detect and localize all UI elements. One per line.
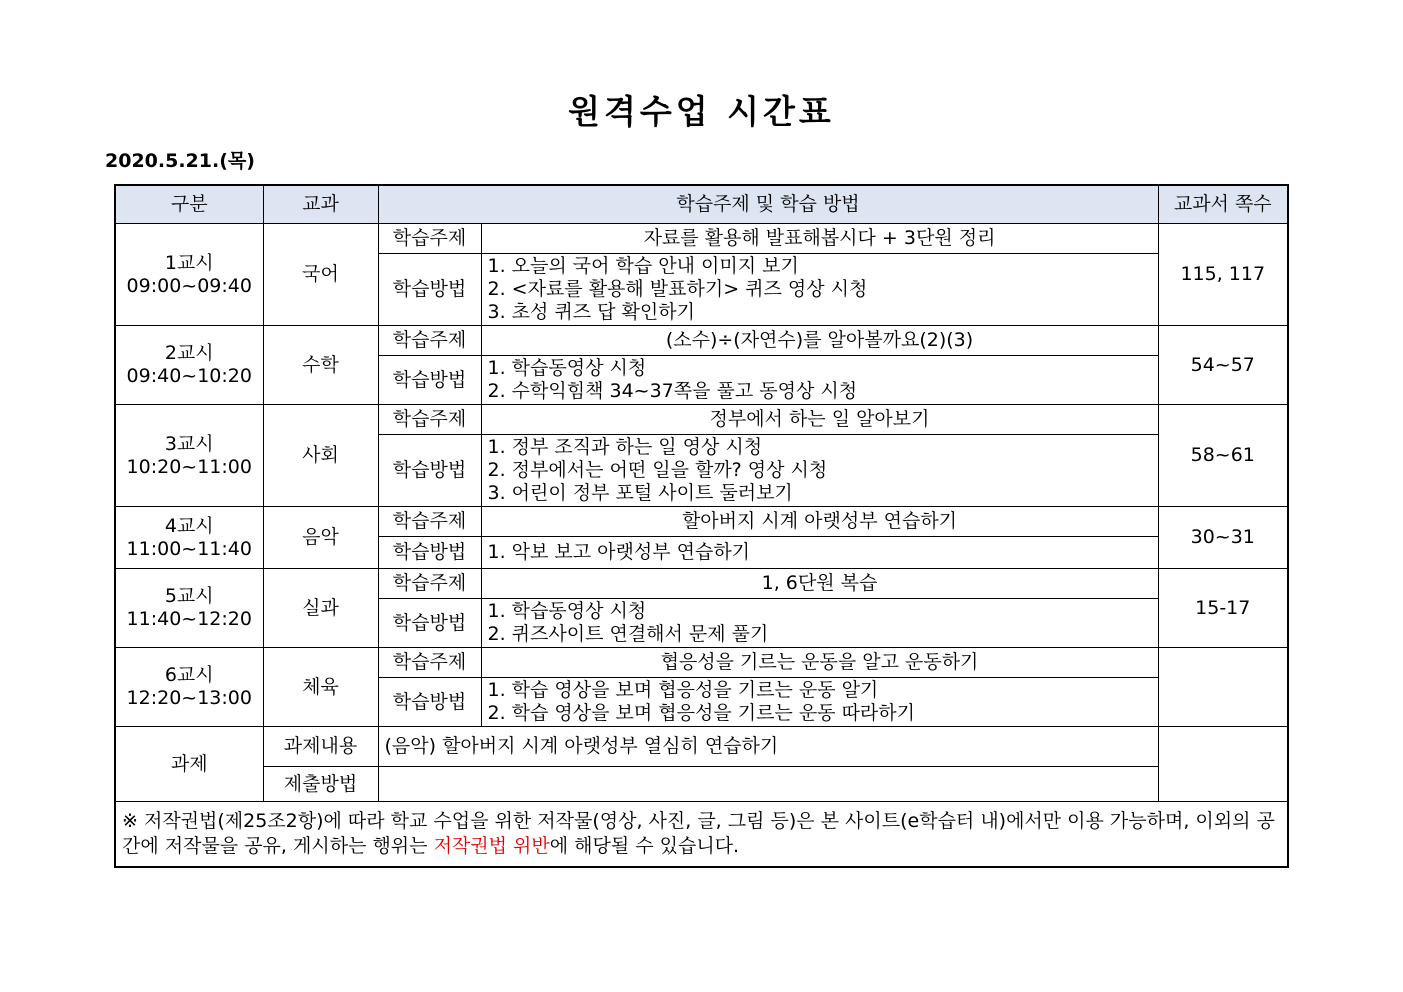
period-label: 6교시 <box>164 664 214 686</box>
period-3-topic-row <box>115 405 1288 435</box>
method-item: 2. 정부에서는 어떤 일을 할까? 영상 시청 <box>487 459 828 481</box>
topic-text: 협응성을 기르는 운동을 알고 운동하기 <box>481 648 1158 678</box>
method-item: 2. <자료를 활용해 발표하기> 퀴즈 영상 시청 <box>487 278 868 300</box>
topic-label: 학습주제 <box>378 648 481 678</box>
pages-cell: 54~57 <box>1158 326 1288 405</box>
subject-cell: 실과 <box>263 569 378 648</box>
method-list <box>481 254 1158 326</box>
header-pages: 교과서 쪽수 <box>1158 185 1288 224</box>
period-2-cell <box>115 326 263 405</box>
topic-label: 학습주제 <box>378 569 481 599</box>
method-list <box>481 678 1158 727</box>
period-1-cell <box>115 224 263 326</box>
homework-pages-cell <box>1158 727 1288 802</box>
homework-submit <box>378 767 1158 802</box>
subject-cell: 사회 <box>263 405 378 507</box>
date-label: 2020.5.21.(목) <box>105 150 255 172</box>
page-title: 원격수업 시간표 <box>568 92 835 131</box>
method-label: 학습방법 <box>378 537 481 569</box>
period-4-topic-row <box>115 507 1288 537</box>
period-label: 3교시 <box>164 432 214 455</box>
period-label: 2교시 <box>164 342 214 364</box>
notice-text: ※ 저작권법(제25조2항)에 따라 학교 수업을 위한 저작물(영상, 사진, 글, 그림 등)은 본 사이트(e학습터 내)에서만 이용 가능하며, 이외의 공간에 저작물을 공유, 게시하는 행위는 <box>122 810 1275 857</box>
method-item: 1. 악보 보고 아랫성부 연습하기 <box>487 541 751 563</box>
period-time: 12:20~13:00 <box>126 687 252 709</box>
method-label: 학습방법 <box>378 435 481 507</box>
notice-text-end: 에 해당될 수 있습니다. <box>549 835 740 857</box>
period-time: 11:40~12:20 <box>126 608 252 630</box>
homework-content-row <box>115 727 1288 767</box>
topic-label: 학습주제 <box>378 507 481 537</box>
topic-label: 학습주제 <box>378 405 481 435</box>
period-5-cell <box>115 569 263 648</box>
period-5-topic-row <box>115 569 1288 599</box>
method-item: 2. 수학익힘책 34~37쪽을 풀고 동영상 시청 <box>487 380 858 402</box>
method-list <box>481 356 1158 405</box>
method-item: 3. 초성 퀴즈 답 확인하기 <box>487 301 695 323</box>
header-period: 구분 <box>115 185 263 224</box>
homework-submit-label: 제출방법 <box>263 767 378 802</box>
subject-cell: 국어 <box>263 224 378 326</box>
method-item: 1. 오늘의 국어 학습 안내 이미지 보기 <box>487 255 799 277</box>
homework-content: (음악) 할아버지 시계 아랫성부 열심히 연습하기 <box>378 727 1158 767</box>
copyright-notice <box>115 802 1288 868</box>
period-time: 09:00~09:40 <box>126 274 252 297</box>
header-content: 학습주제 및 학습 방법 <box>378 185 1158 224</box>
method-label: 학습방법 <box>378 678 481 727</box>
topic-label: 학습주제 <box>378 326 481 356</box>
pages-cell <box>1158 648 1288 727</box>
topic-label: 학습주제 <box>378 224 481 254</box>
method-item: 1. 학습동영상 시청 <box>487 600 647 622</box>
period-label: 1교시 <box>164 251 214 274</box>
method-item: 3. 어린이 정부 포털 사이트 둘러보기 <box>487 482 793 504</box>
homework-content-label: 과제내용 <box>263 727 378 767</box>
topic-text: 정부에서 하는 일 알아보기 <box>481 405 1158 435</box>
period-time: 09:40~10:20 <box>126 365 252 387</box>
period-2-topic-row <box>115 326 1288 356</box>
subject-cell: 음악 <box>263 507 378 569</box>
method-item: 2. 퀴즈사이트 연결해서 문제 풀기 <box>487 623 769 645</box>
pages-cell: 115, 117 <box>1158 224 1288 326</box>
period-6-topic-row <box>115 648 1288 678</box>
topic-text: (소수)÷(자연수)를 알아볼까요(2)(3) <box>481 326 1158 356</box>
period-time: 11:00~11:40 <box>126 537 252 560</box>
method-list <box>481 435 1158 507</box>
period-3-cell <box>115 405 263 507</box>
header-row <box>115 185 1288 224</box>
header-subject: 교과 <box>263 185 378 224</box>
notice-highlight: 저작권법 위반 <box>433 835 550 857</box>
topic-text: 자료를 활용해 발표해봅시다 + 3단원 정리 <box>481 224 1158 254</box>
period-1-topic-row <box>115 224 1288 254</box>
method-label: 학습방법 <box>378 356 481 405</box>
topic-text: 할아버지 시계 아랫성부 연습하기 <box>481 507 1158 537</box>
period-6-cell <box>115 648 263 727</box>
method-item: 2. 학습 영상을 보며 협응성을 기르는 운동 따라하기 <box>487 702 915 724</box>
period-4-cell <box>115 507 263 569</box>
method-list <box>481 537 1158 569</box>
topic-text: 1, 6단원 복습 <box>481 569 1158 599</box>
period-label: 5교시 <box>164 585 214 607</box>
pages-cell: 58~61 <box>1158 405 1288 507</box>
method-item: 1. 학습동영상 시청 <box>487 357 647 379</box>
subject-cell: 체육 <box>263 648 378 727</box>
subject-cell: 수학 <box>263 326 378 405</box>
homework-submit-row <box>115 767 1288 802</box>
schedule-table <box>114 184 1289 868</box>
method-item: 1. 학습 영상을 보며 협응성을 기르는 운동 알기 <box>487 679 879 701</box>
period-time: 10:20~11:00 <box>126 455 252 478</box>
method-label: 학습방법 <box>378 599 481 648</box>
method-item: 1. 정부 조직과 하는 일 영상 시청 <box>487 436 763 458</box>
pages-cell: 30~31 <box>1158 507 1288 569</box>
notice-row <box>115 802 1288 868</box>
method-list <box>481 599 1158 648</box>
period-label: 4교시 <box>164 514 214 537</box>
pages-cell: 15-17 <box>1158 569 1288 648</box>
method-label: 학습방법 <box>378 254 481 326</box>
homework-label: 과제 <box>115 727 263 802</box>
